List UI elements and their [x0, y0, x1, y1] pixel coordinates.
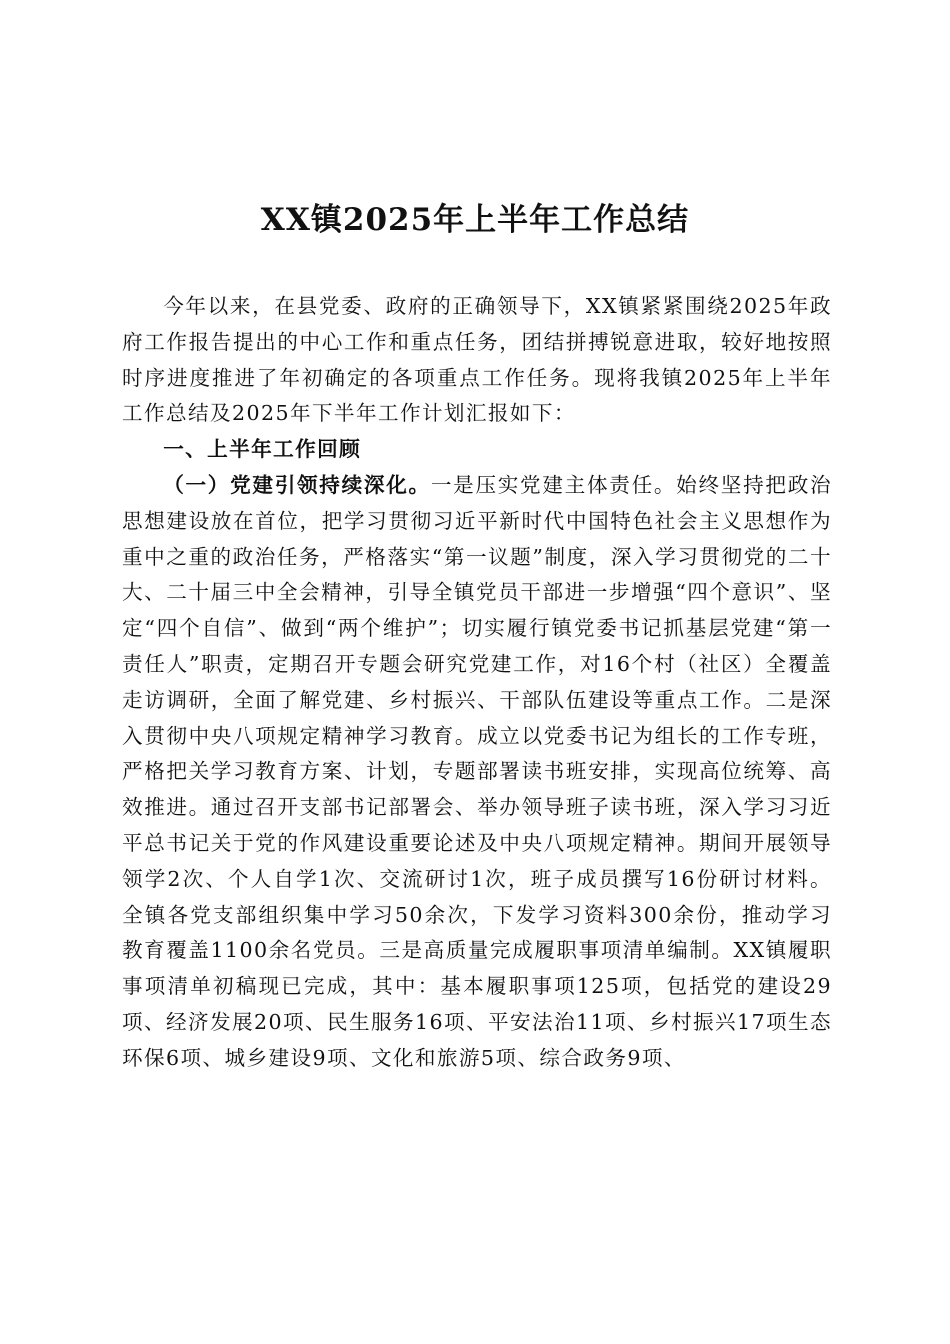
- subsection-body: 一是压实党建主体责任。始终坚持把政治思想建设放在首位，把学习贯彻习近平新时代中国特色社会主义思想作为重中之重的政治任务，严格落实“第一议题”制度，深入学习贯彻党的二十大、二十届三中全会精神，引导全镇党员干部进一步增强“四个意识”、坚定“四个自信”、做到“两个维护”；切实履行镇党委书记抓基层党建“第一责任人”职责，定期召开专题会研究党建工作，对16个村（社区）全覆盖走访调研，全面了解党建、乡村振兴、干部队伍建设等重点工作。二是深入贯彻中央八项规定精神学习教育。成立以党委书记为组长的工作专班，严格把关学习教育方案、计划，专题部署读书班安排，实现高位统筹、高效推进。通过召开支部书记部署会、举办领导班子读书班，深入学习习近平总书记关于党的作风建设重要论述及中央八项规定精神。期间开展领导领学2次、个人自学1次、交流研讨1次，班子成员撰写16份研讨材料。全镇各党支部组织集中学习50余次，下发学习资料300余份，推动学习教育覆盖1100余名党员。三是高质量完成履职事项清单编制。XX镇履职事项清单初稿现已完成，其中：基本履职事项125项，包括党的建设29项、经济发展20项、民生服务16项、平安法治11项、乡村振兴17项生态环保6项、城乡建设9项、文化和旅游5项、综合政务9项、: [122, 472, 832, 1070]
- subsection-heading: （一）党建引领持续深化。: [163, 472, 431, 497]
- section-heading: 一、上半年工作回顾: [163, 437, 362, 462]
- subsection-paragraph: [122, 468, 832, 1077]
- document-title: XX镇2025年上半年工作总结: [260, 202, 690, 238]
- document-body: [122, 289, 832, 1077]
- intro-paragraph: 今年以来，在县党委、政府的正确领导下，XX镇紧紧围绕2025年政府工作报告提出的中心工作和重点任务，团结拼搏锐意进取，较好地按照时序进度推进了年初确定的各项重点工作任务。现将我镇2025年上半年工作总结及2025年下半年工作计划汇报如下：: [122, 294, 832, 426]
